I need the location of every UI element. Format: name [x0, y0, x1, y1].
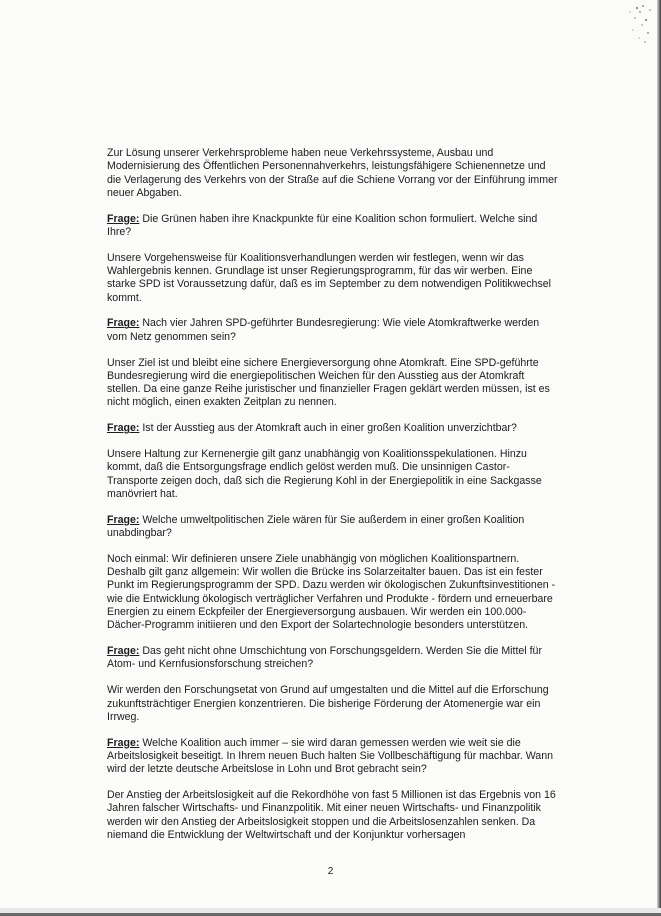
answer-paragraph: [107, 553, 559, 633]
answer-paragraph: [107, 684, 559, 724]
question-paragraph: [107, 514, 559, 541]
interview-text: [107, 147, 559, 855]
question-text: Das geht nicht ohne Umschichtung von Forschungsgeldern. Werden Sie die Mittel für Atom- und Kernfusionsforschung streichen?: [107, 645, 542, 671]
question-text: Nach vier Jahren SPD-geführter Bundesregierung: Wie viele Atomkraftwerke werden vom Netz genommen sein?: [107, 317, 540, 343]
page-number: 2: [327, 866, 334, 877]
question-label: Frage:: [107, 212, 140, 225]
scan-edge-shadow: [657, 0, 661, 916]
question-text: Die Grünen haben ihre Knackpunkte für eine Koalition schon formuliert. Welche sind Ihre?: [107, 212, 538, 238]
answer-text: Zur Lösung unserer Verkehrsprobleme haben neue Verkehrssysteme, Ausbau und Modernisierung des Öffentlichen Personennahverkehrs, leistungsfähigere Schienennetze und die Verlagerung des Verkehrs von der Straße auf die Schiene Vorrang vor der Einführung immer neuer Abgaben.: [107, 147, 558, 199]
question-paragraph: [107, 737, 559, 777]
question-paragraph: [107, 317, 559, 344]
question-label: Frage:: [107, 422, 140, 435]
answer-text: Noch einmal: Wir definieren unsere Ziele unabhängig von möglichen Koalitionspartnern. Deshalb gilt ganz allgemein: Wir wollen die Brücke ins Solarzeitalter bauen. Das ist ein fester Punkt im Regierungsprogramm der SPD. Dazu werden wir ökologischen Zukunftsinvestitionen - wie die Entwicklung ökologisch verträglicher Verfahren und Produkte - fördern und erneuerbare Energien zu einem Eckpfeiler der Energieversorgung ausbauen. Wir werden ein 100.000-Dächer-Programm initiieren und den Export der Solartechnologie besonders unterstützen.: [107, 552, 556, 632]
answer-text: Unsere Haltung zur Kernenergie gilt ganz unabhängig von Koalitionsspekulationen. Hinzu kommt, daß die Entsorgungsfrage endlich gelöst werden muß. Die unsinnigen Castor-Transporte zeigen doch, daß sich die Regierung Kohl in der Energiepolitik in eine Sackgasse manövriert hat.: [107, 448, 542, 500]
answer-paragraph: [107, 357, 559, 410]
question-label: Frage:: [107, 645, 140, 658]
question-label: Frage:: [107, 513, 140, 526]
question-paragraph: [107, 213, 559, 240]
question-text: Welche Koalition auch immer – sie wird daran gemessen werden wie weit sie die Arbeitslosigkeit beseitigt. In Ihrem neuen Buch halten Sie Vollbeschäftigung für machbar. Wann wird der letzte deutsche Arbeitslose in Lohn und Brot gebracht sein?: [107, 736, 553, 776]
answer-paragraph: [107, 448, 559, 501]
answer-text: Unsere Vorgehensweise für Koalitionsverhandlungen werden wir festlegen, wenn wir das Wahlergebnis kennen. Grundlage ist unser Regierungsprogramm, für das wir werben. Eine starke SPD ist Voraussetzung dafür, daß es im September zu dem notwendigen Politikwechsel kommt.: [107, 251, 551, 304]
question-label: Frage:: [107, 736, 140, 749]
scan-bottom-edge: [0, 902, 661, 916]
answer-text: Wir werden den Forschungsetat von Grund auf umgestalten und die Mittel auf die Erforschung zukunftsträchtiger Energien konzentrieren. Die bisherige Förderung der Atomenergie war ein Irrweg.: [107, 684, 549, 723]
question-paragraph: [107, 422, 559, 435]
answer-paragraph: [107, 789, 559, 842]
answer-paragraph: [107, 147, 559, 200]
question-label: Frage:: [107, 317, 140, 330]
answer-paragraph: [107, 252, 559, 305]
question-paragraph: [107, 645, 559, 672]
answer-text: Unser Ziel ist und bleibt eine sichere Energieversorgung ohne Atomkraft. Eine SPD-geführte Bundesregierung wird die energiepolitischen Weichen für den Ausstieg aus der Atomkraft stellen. Da eine ganze Reihe juristischer und finanzieller Fragen geklärt werden müssen, ist es nicht möglich, einen exakten Zeitplan zu nennen.: [107, 356, 550, 409]
question-text: Ist der Ausstieg aus der Atomkraft auch in einer großen Koalition unverzichtbar?: [139, 422, 517, 435]
answer-text: Der Anstieg der Arbeitslosigkeit auf die Rekordhöhe von fast 5 Millionen ist das Ergebnis von 16 Jahren falscher Wirtschafts- und Finanzpolitik. Mit einer neuen Wirtschafts- und Finanzpolitik werden wir den Anstieg der Arbeitslosigkeit stoppen und die Arbeitslosenzahlen senken. Da niemand die Entwicklung der Weltwirtschaft und der Konjunktur vorhersagen: [107, 788, 556, 841]
scan-noise-mark: [585, 0, 655, 60]
question-text: Welche umweltpolitischen Ziele wären für Sie außerdem in einer großen Koalition unabdingbar?: [107, 513, 525, 540]
